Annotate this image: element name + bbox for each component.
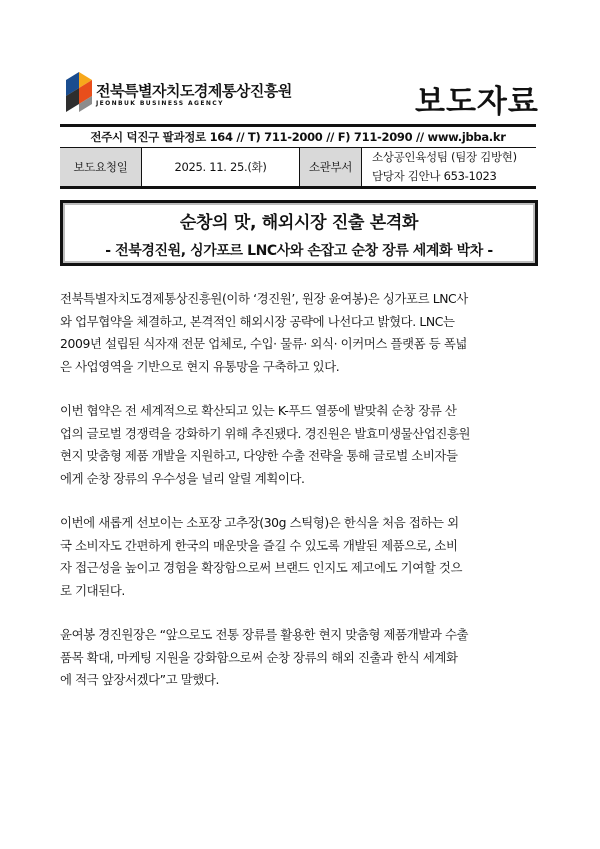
dept-team: 소상공인육성팀 (팀장 김방현) bbox=[372, 150, 517, 164]
sub-headline: - 전북경진원, 싱가포르 LNC사와 손잡고 순창 장류 세계화 박차 - bbox=[105, 243, 493, 259]
paragraph-line: 업의 글로벌 경쟁력을 강화하기 위해 추진됐다. 경진원은 발효미생물산업진흥원 bbox=[60, 425, 471, 441]
dept-label: 소관부서 bbox=[300, 148, 362, 186]
paragraph bbox=[60, 400, 536, 490]
paragraph-line: 은 사업영역을 기반으로 현지 유통망을 구축하고 있다. bbox=[60, 358, 340, 374]
info-table bbox=[60, 148, 536, 189]
org-name: 전북특별자치도경제통상진흥원 bbox=[96, 82, 292, 100]
paragraph-line: 에 적극 앞장서겠다”고 말했다. bbox=[60, 672, 220, 687]
request-date-label: 보도요청일 bbox=[60, 148, 142, 186]
agency-logo bbox=[66, 72, 92, 112]
article-body bbox=[60, 288, 536, 714]
dept-value bbox=[362, 148, 536, 186]
request-date-value: 2025. 11. 25.(화) bbox=[142, 148, 300, 186]
contact-bar: 전주시 덕진구 팔과정로 164 // T) 711-2000 // F) 711-2090 // www.jbba.kr bbox=[60, 124, 536, 148]
paragraph-line: 에게 순창 장류의 우수성을 널리 알릴 계획이다. bbox=[60, 470, 305, 486]
title-box bbox=[60, 200, 538, 266]
paragraph-line: 와 업무협약을 체결하고, 본격적인 해외시장 공략에 나선다고 밝혔다. LNC는 bbox=[60, 313, 455, 329]
paragraph bbox=[60, 624, 536, 692]
headline: 순창의 맛, 해외시장 진출 본격화 bbox=[179, 213, 419, 233]
paragraph-line: 품목 확대, 마케팅 지원을 강화함으로써 순창 장류의 해외 진출과 한식 세계화 bbox=[60, 649, 458, 665]
paragraph-line: 자 접근성을 높이고 경험을 확장함으로써 브랜드 인지도 제고에도 기여할 것으 bbox=[60, 560, 463, 575]
paragraph bbox=[60, 288, 536, 378]
paragraph-line: 전북특별자치도경제통상진흥원(이하 ‘경진원’, 원장 윤여봉)은 싱가포르 LNC사 bbox=[60, 291, 468, 306]
paragraph-line: 이번에 새롭게 선보이는 소포장 고추장(30g 스틱형)은 한식을 처음 접하는 외 bbox=[60, 515, 459, 530]
dept-contact: 담당자 김안나 653-1023 bbox=[372, 169, 497, 183]
paragraph-line: 2009년 설립된 식자재 전문 업체로, 수입· 물류· 외식· 이커머스 플랫폼 등 폭넓 bbox=[60, 336, 467, 351]
org-subtitle: JEONBUK BUSINESS AGENCY bbox=[96, 100, 224, 107]
paragraph-line: 윤여봉 경진원장은 “앞으로도 전통 장류를 활용한 현지 맞춤형 제품개발과 수출 bbox=[60, 627, 469, 642]
paragraph-line: 국 소비자도 간편하게 한국의 매운맛을 즐길 수 있도록 개발된 제품으로, 소비 bbox=[60, 537, 458, 553]
paragraph-line: 현지 맞춤형 제품 개발을 지원하고, 다양한 수출 전략을 통해 글로벌 소비자들 bbox=[60, 448, 458, 463]
paragraph-line: 이번 협약은 전 세계적으로 확산되고 있는 K-푸드 열풍에 발맞춰 순창 장류 산 bbox=[60, 403, 457, 418]
paragraph bbox=[60, 512, 536, 602]
doc-type-heading: 보도자료 bbox=[415, 84, 539, 120]
paragraph-line: 로 기대된다. bbox=[60, 582, 125, 598]
